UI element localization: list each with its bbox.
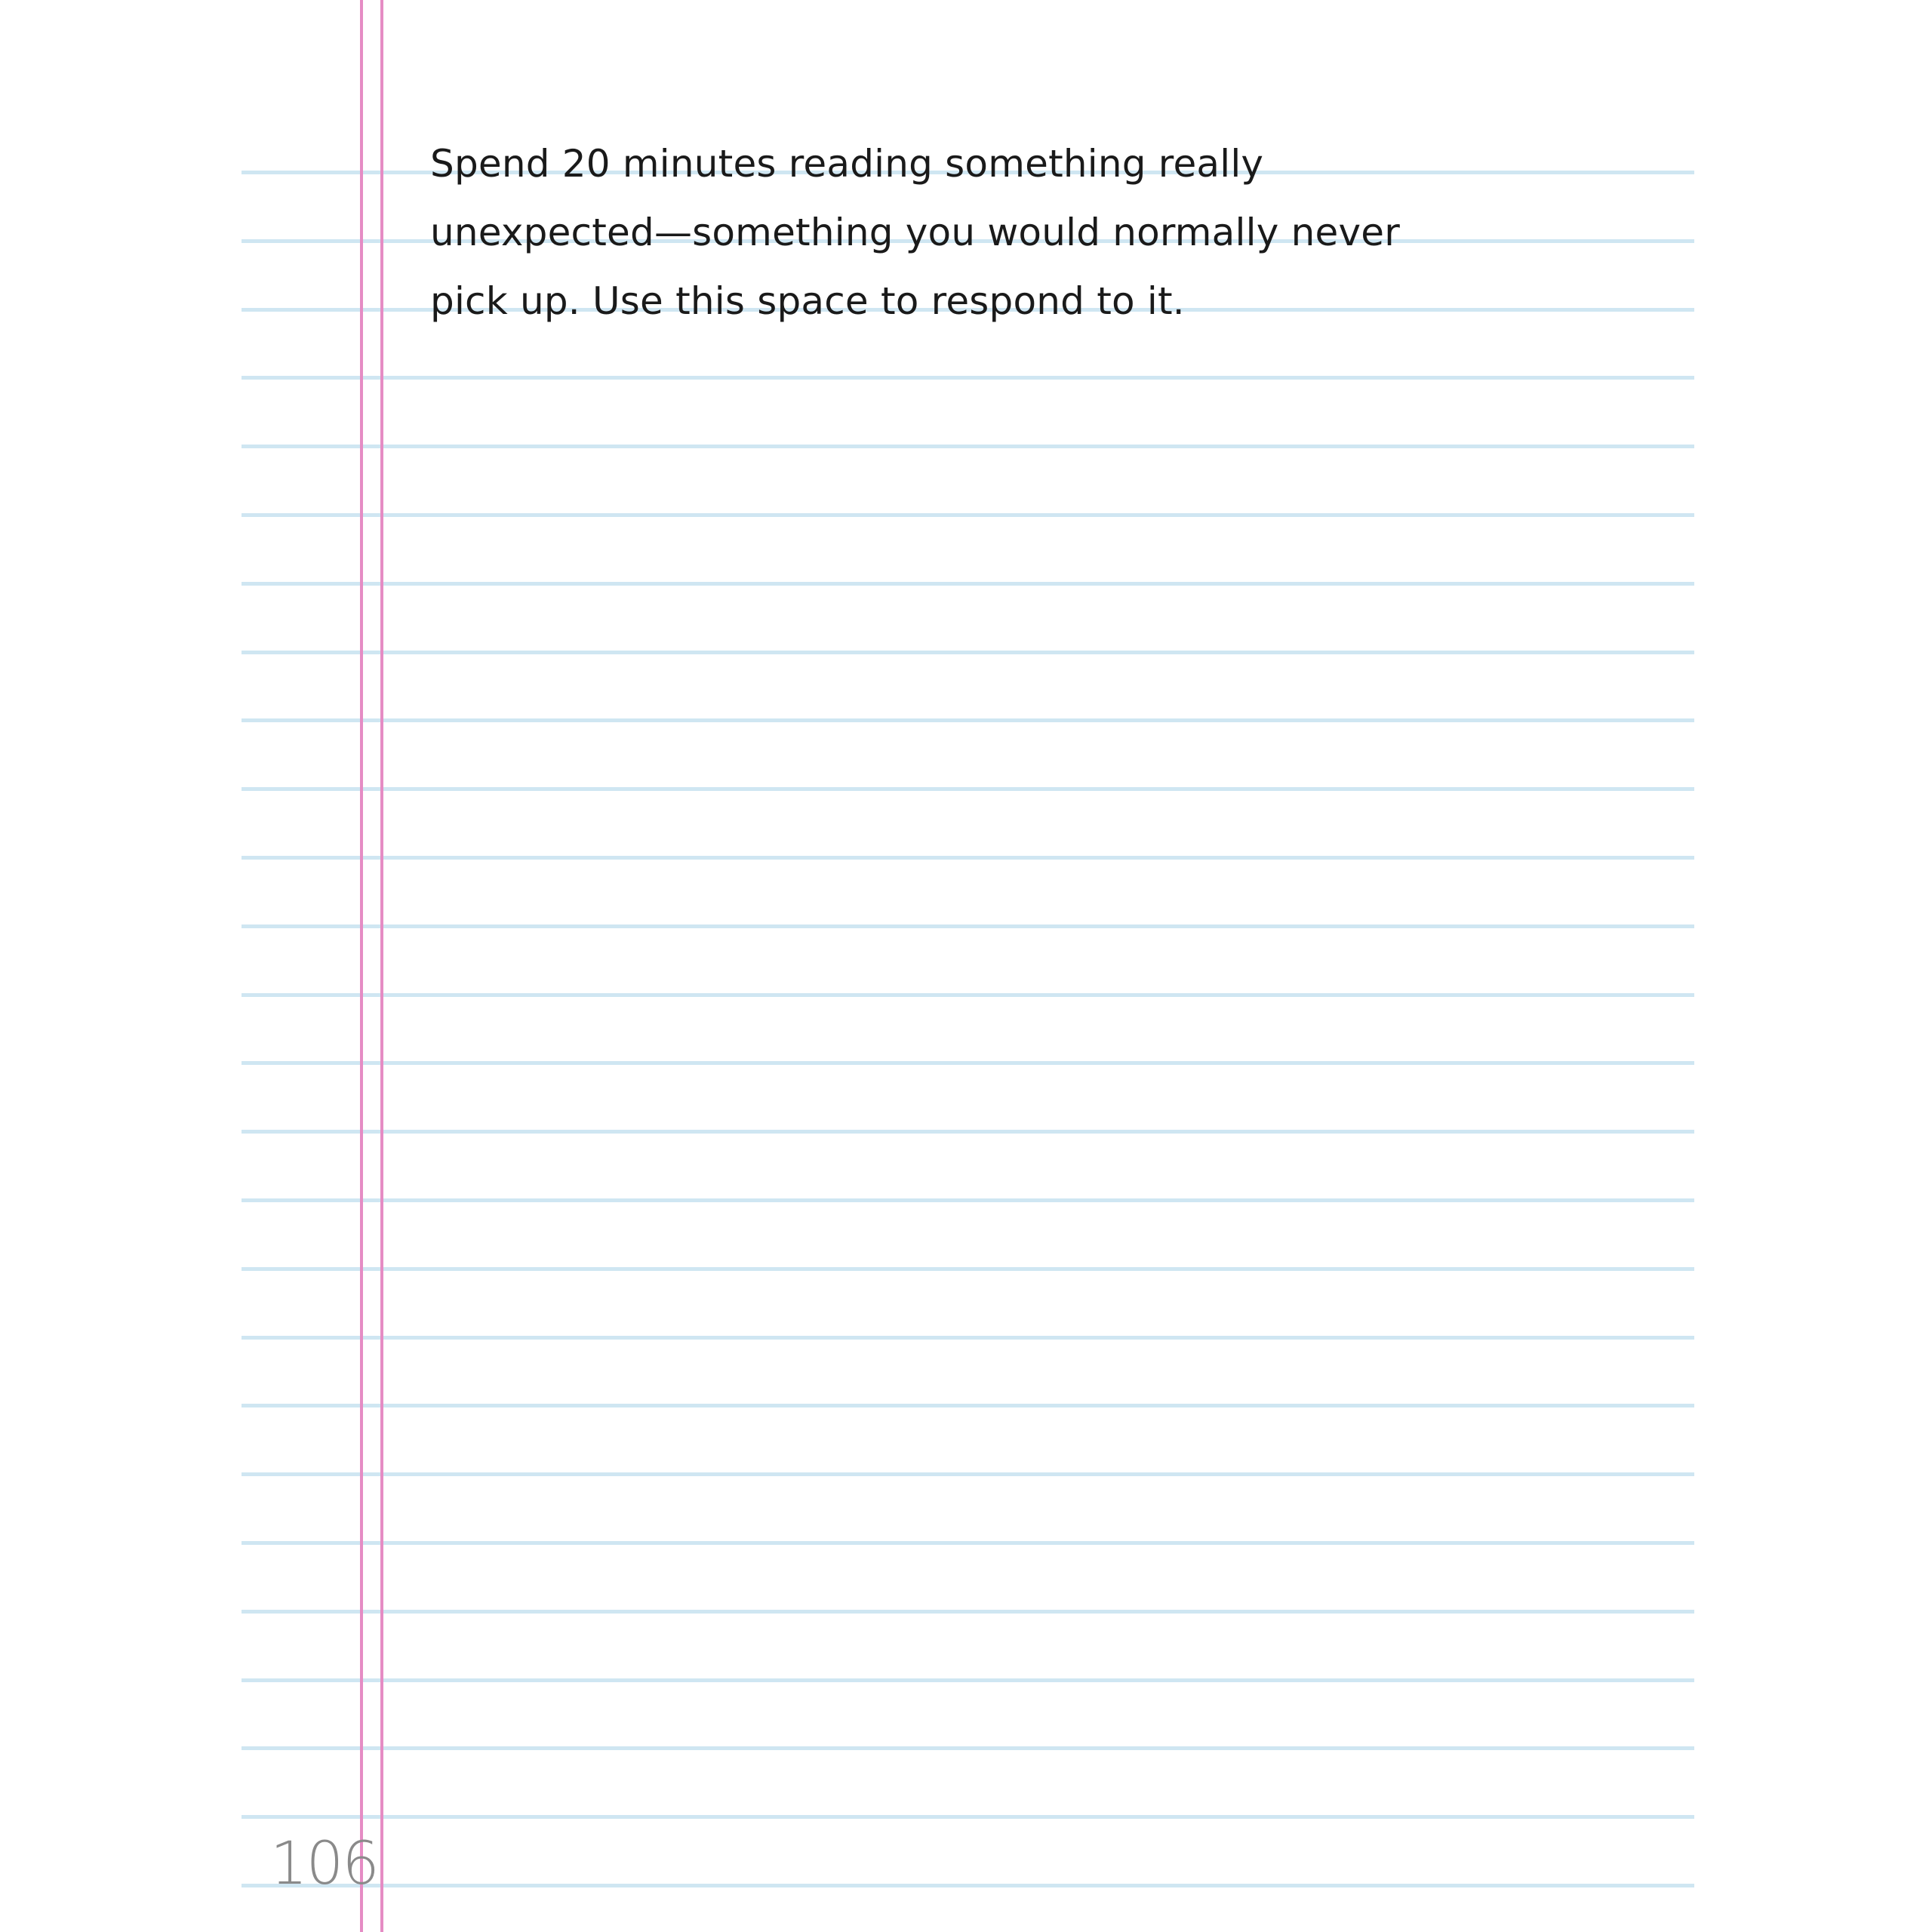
rule-line — [242, 445, 1694, 448]
rule-line — [242, 1678, 1694, 1682]
rule-line — [242, 1541, 1694, 1545]
rule-line — [242, 1336, 1694, 1340]
rule-line — [242, 993, 1694, 997]
rule-line — [242, 1130, 1694, 1134]
rule-line — [242, 787, 1694, 791]
rule-line — [242, 1198, 1694, 1202]
rule-line — [242, 718, 1694, 722]
rule-line — [242, 651, 1694, 654]
rule-line — [242, 1815, 1694, 1819]
rule-line — [242, 376, 1694, 380]
rule-line — [242, 1472, 1694, 1476]
rule-line — [242, 582, 1694, 586]
margin-line-right — [380, 0, 383, 1932]
rule-line — [242, 924, 1694, 928]
margin-line-left — [360, 0, 363, 1932]
rule-line — [242, 1610, 1694, 1614]
writing-prompt — [430, 130, 1638, 336]
rule-line — [242, 513, 1694, 517]
rule-line — [242, 1267, 1694, 1271]
prompt-line-3: pick up. Use this space to respond to it. — [430, 279, 1185, 323]
rule-line — [242, 1746, 1694, 1750]
rule-line — [242, 1404, 1694, 1407]
rule-line — [242, 1061, 1694, 1065]
prompt-line-1: Spend 20 minutes reading something really — [430, 142, 1264, 186]
page-number: 106 — [270, 1830, 378, 1898]
prompt-line-2: unexpected—something you would normally never — [430, 211, 1400, 254]
rule-line — [242, 1884, 1694, 1887]
rule-line — [242, 856, 1694, 860]
